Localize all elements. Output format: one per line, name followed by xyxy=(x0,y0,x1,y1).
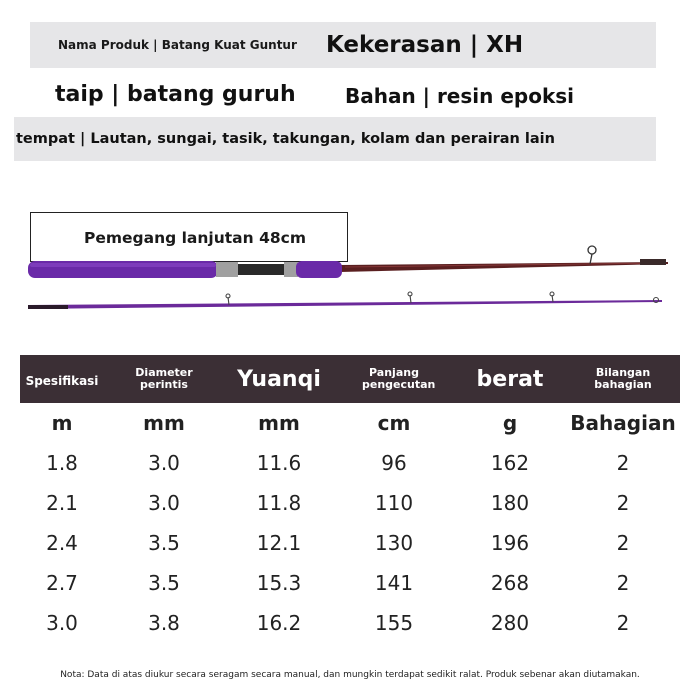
unit-cell: m xyxy=(51,411,73,435)
header-spec: Spesifikasi xyxy=(20,355,104,403)
cell: 196 xyxy=(490,531,530,555)
cell: 180 xyxy=(490,491,530,515)
cell: 2.1 xyxy=(46,491,78,515)
cell: 3.0 xyxy=(46,611,78,635)
cell: 2.4 xyxy=(46,531,78,555)
table-row xyxy=(20,563,680,603)
type-text: taip | batang guruh xyxy=(55,82,296,107)
cell: 2 xyxy=(616,531,630,555)
cell: 155 xyxy=(374,611,414,635)
cell: 2 xyxy=(616,451,630,475)
header-length: Panjang pengecutan xyxy=(334,355,454,403)
rod-illustration xyxy=(0,0,700,330)
cell: 3.0 xyxy=(148,451,180,475)
cell: 141 xyxy=(374,571,414,595)
cell: 3.0 xyxy=(148,491,180,515)
cell: 12.1 xyxy=(256,531,302,555)
table-row xyxy=(20,483,680,523)
table-row xyxy=(20,603,680,643)
hardness-text: Kekerasan | XH xyxy=(326,32,524,58)
cell: 3.5 xyxy=(148,571,180,595)
cell: 3.8 xyxy=(148,611,180,635)
cell: 16.2 xyxy=(256,611,302,635)
header-weight: berat xyxy=(454,355,566,403)
cell: 1.8 xyxy=(46,451,78,475)
product-name-text: Nama Produk | Batang Kuat Guntur xyxy=(58,38,297,52)
cell: 2 xyxy=(616,491,630,515)
handle-label-text: Pemegang lanjutan 48cm xyxy=(84,229,306,247)
cell: 11.8 xyxy=(256,491,302,515)
specs-table xyxy=(20,355,680,643)
cell: 11.6 xyxy=(256,451,302,475)
header-sections: Bilangan bahagian xyxy=(566,355,680,403)
footnote-text: Nota: Data di atas diukur secara seragam secara manual, dan mungkin terdapat sedikit ralat. Produk sebenar akan diutamakan. xyxy=(60,670,640,680)
unit-cell: Bahagian xyxy=(570,411,676,435)
cell: 162 xyxy=(490,451,530,475)
header-diameter: Diameter perintis xyxy=(104,355,224,403)
cell: 2 xyxy=(616,611,630,635)
material-text: Bahan | resin epoksi xyxy=(345,84,575,108)
cell: 130 xyxy=(374,531,414,555)
table-header-row xyxy=(20,355,680,403)
unit-cell: g xyxy=(502,411,518,435)
unit-cell: mm xyxy=(258,411,300,435)
cell: 2.7 xyxy=(46,571,78,595)
place-text: tempat | Lautan, sungai, tasik, takungan, kolam dan perairan lain xyxy=(16,131,555,147)
units-row xyxy=(20,403,680,443)
cell: 3.5 xyxy=(148,531,180,555)
reel-seat xyxy=(216,262,238,277)
cell: 280 xyxy=(490,611,530,635)
cell: 2 xyxy=(616,571,630,595)
unit-cell: mm xyxy=(143,411,185,435)
upper-rod-guide xyxy=(588,246,596,264)
table-row xyxy=(20,443,680,483)
fore-grip xyxy=(296,261,342,278)
table-row xyxy=(20,523,680,563)
cell: 96 xyxy=(381,451,407,475)
cell: 15.3 xyxy=(256,571,302,595)
lower-rod-blank xyxy=(28,300,662,309)
cell: 268 xyxy=(490,571,530,595)
unit-cell: cm xyxy=(377,411,411,435)
header-yuanqi: Yuanqi xyxy=(224,355,334,403)
cell: 110 xyxy=(374,491,414,515)
